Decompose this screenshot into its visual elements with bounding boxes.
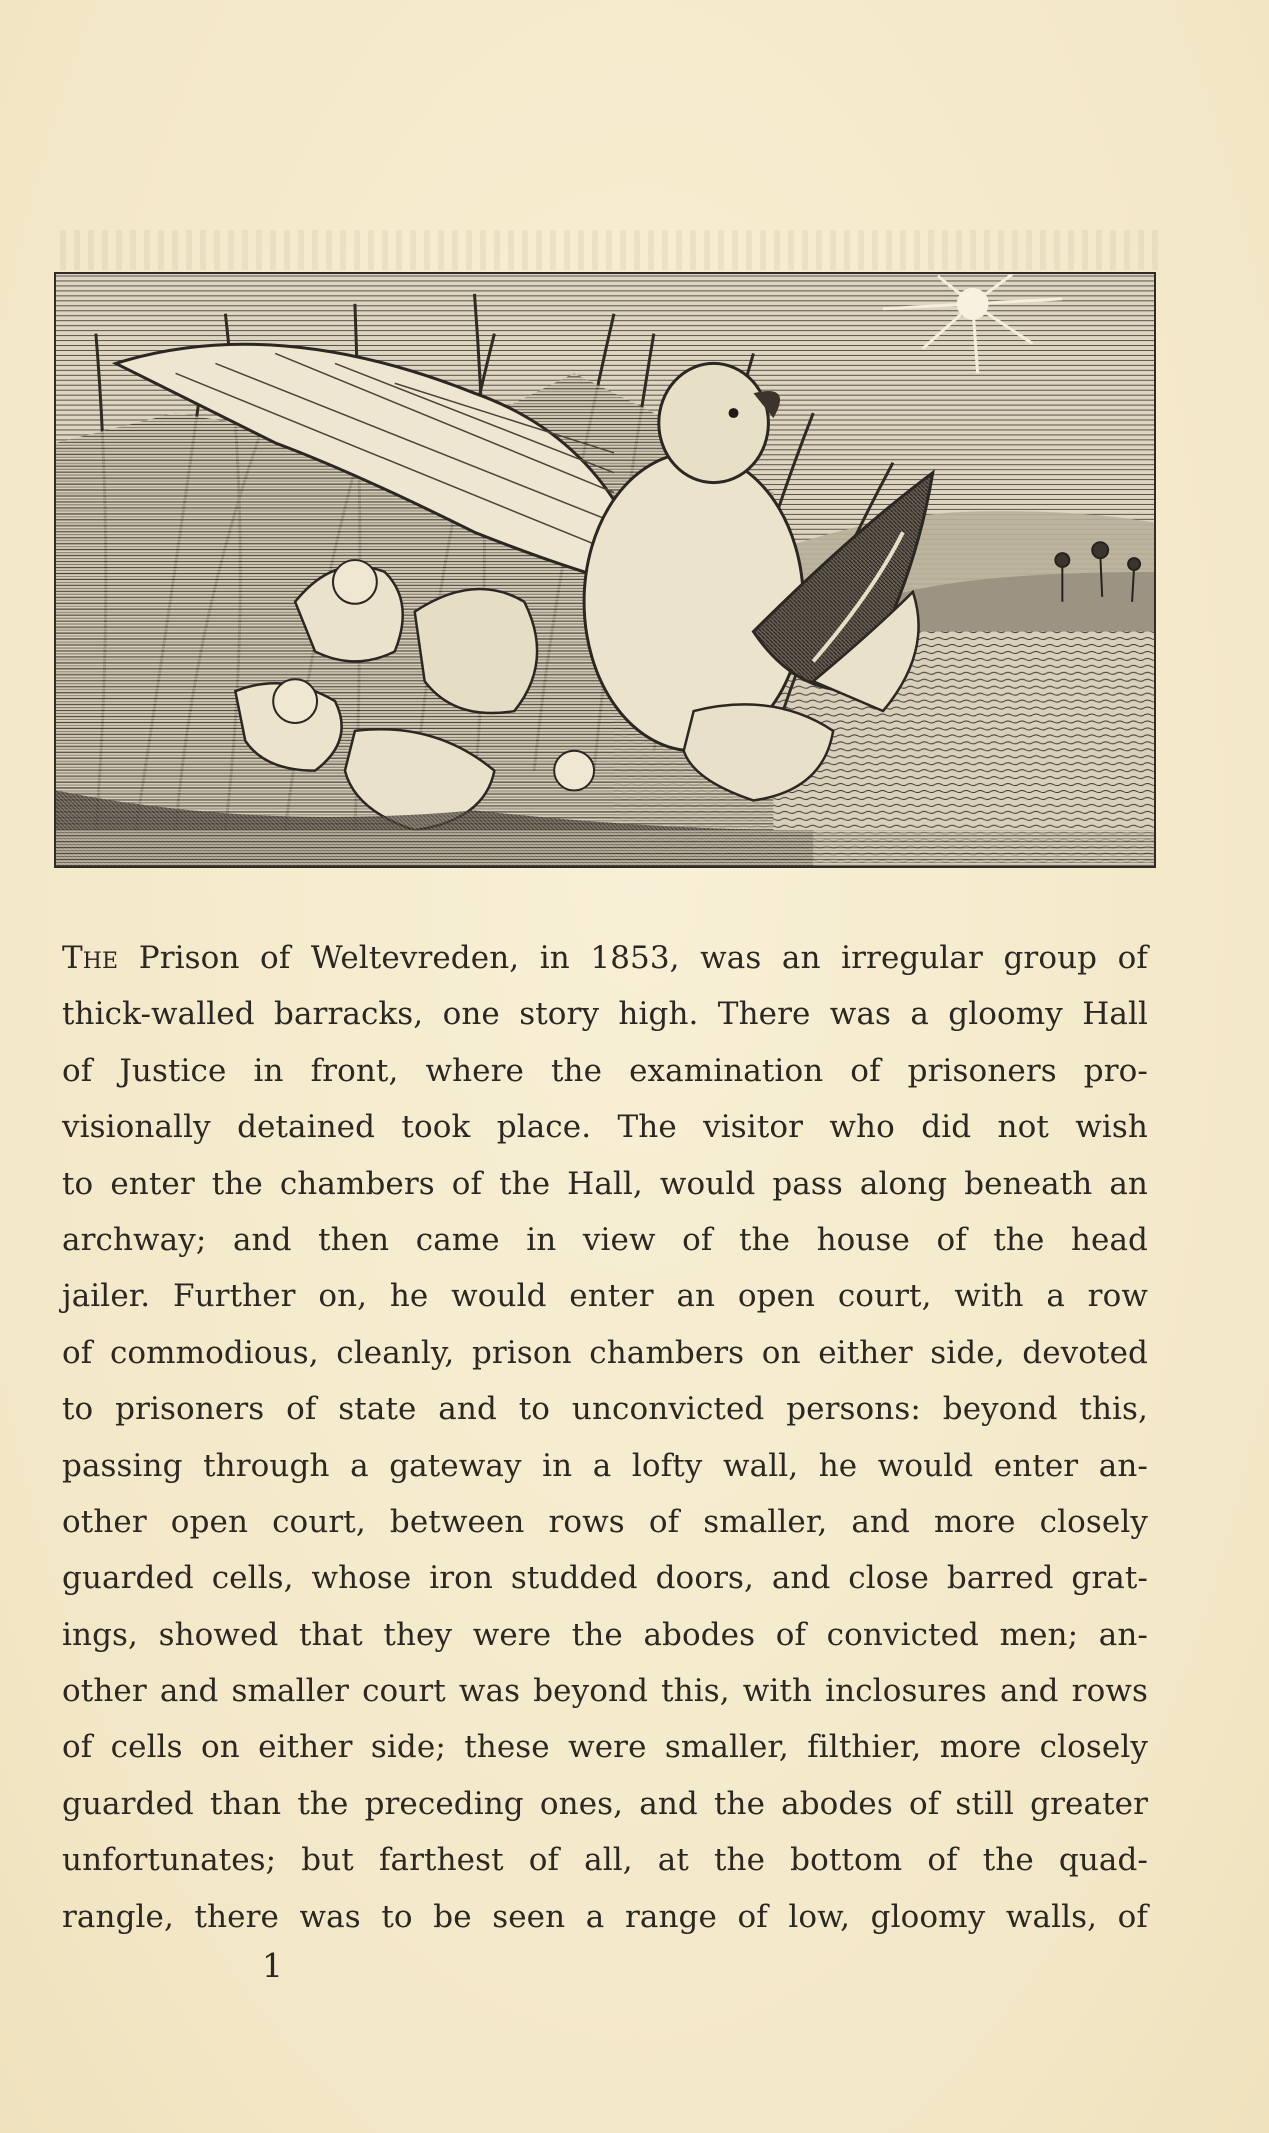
text-line-14: other and smaller court was beyond this, with inclosures and rows: [62, 1673, 1148, 1710]
text-line-13: ings, showed that they were the abodes of convicted men; an-: [62, 1616, 1148, 1653]
lead-small-caps: The: [62, 940, 119, 976]
engraving-illustration: [54, 272, 1156, 868]
text-line-12: guarded cells, whose iron studded doors, and close barred grat-: [62, 1560, 1148, 1597]
text-line-3: of Justice in front, where the examination of prisoners pro-: [62, 1052, 1148, 1089]
text-line-2: thick-walled barracks, one story high. There was a gloomy Hall: [62, 996, 1148, 1033]
text-line-8: of commodious, cleanly, prison chambers on either side, devoted: [62, 1334, 1148, 1371]
body-text: [62, 930, 1148, 1945]
show-through-texture: [60, 230, 1160, 270]
text-line-4: visionally detained took place. The visitor who did not wish: [62, 1109, 1148, 1146]
text-line-18: rangle, there was to be seen a range of low, gloomy walls, of: [62, 1898, 1148, 1935]
text-line-1: The Prison of Weltevreden, in 1853, was an irregular group of: [62, 940, 1148, 976]
text-line-10: passing through a gateway in a lofty wall, he would enter an-: [62, 1447, 1148, 1484]
text-line-11: other open court, between rows of smaller, and more closely: [62, 1503, 1148, 1540]
text-line-15: of cells on either side; these were smaller, filthier, more closely: [62, 1729, 1148, 1766]
text-line-6: archway; and then came in view of the house of the head: [62, 1221, 1148, 1258]
text-line-7: jailer. Further on, he would enter an open court, with a row: [62, 1278, 1148, 1315]
text-line-9: to prisoners of state and to unconvicted persons: beyond this,: [62, 1391, 1148, 1428]
text-line-16: guarded than the preceding ones, and the abodes of still greater: [62, 1785, 1148, 1822]
text-line-5: to enter the chambers of the Hall, would pass along beneath an: [62, 1165, 1148, 1202]
text-line-17: unfortunates; but farthest of all, at the bottom of the quad-: [62, 1842, 1148, 1879]
page-number: 1: [262, 1946, 283, 1985]
engraving-eagle-with-fairies-icon: [56, 274, 1154, 866]
